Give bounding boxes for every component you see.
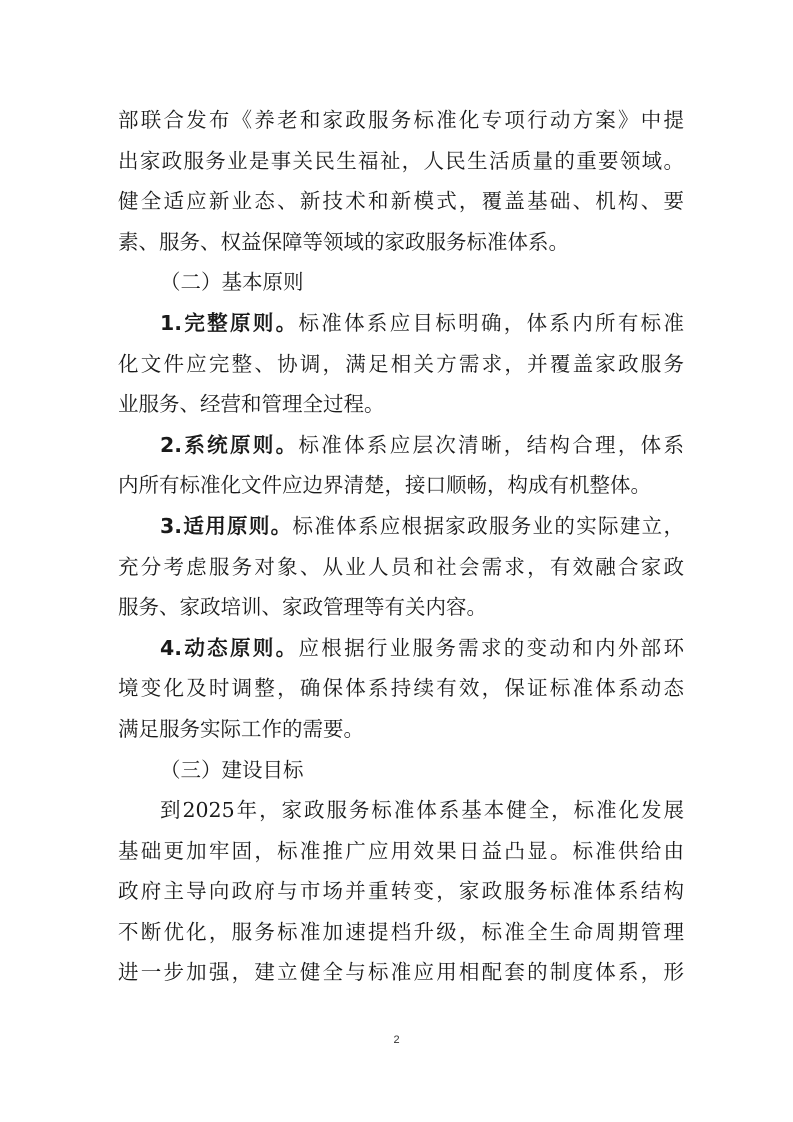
text-line bbox=[118, 141, 684, 182]
principle-title: 4.动态原则。 bbox=[160, 635, 299, 660]
line-text: 素、服务、权益保障等领域的家政服务标准体系。 bbox=[118, 229, 569, 254]
line-text: 充分考虑服务对象、从业人员和社会需求，有效融合家政 bbox=[118, 554, 684, 579]
section-heading-text: （三）建设目标 bbox=[160, 757, 304, 782]
text-line bbox=[118, 547, 684, 588]
line-text: 境变化及时调整，确保体系持续有效，保证标准体系动态 bbox=[118, 676, 684, 701]
text-line bbox=[118, 952, 684, 993]
text-line bbox=[118, 709, 684, 750]
line-text: 不断优化，服务标准加速提档升级，标准全生命周期管理 bbox=[118, 919, 684, 944]
line-text: 化文件应完整、协调，满足相关方需求，并覆盖家政服务 bbox=[118, 351, 684, 376]
text-line bbox=[118, 506, 684, 547]
text-line bbox=[118, 628, 684, 669]
section-heading bbox=[118, 262, 684, 303]
line-text: 基础更加牢固，标准推广应用效果日益凸显。标准供给由 bbox=[118, 838, 684, 863]
line-text: 满足服务实际工作的需要。 bbox=[118, 716, 364, 741]
text-line bbox=[118, 912, 684, 953]
line-text: 内所有标准化文件应边界清楚，接口顺畅，构成有机整体。 bbox=[118, 473, 651, 498]
line-text: 部联合发布《养老和家政服务标准化专项行动方案》中提 bbox=[118, 108, 684, 132]
line-text: 到2025年，家政服务标准体系基本健全，标准化发展 bbox=[160, 798, 684, 823]
text-line bbox=[118, 790, 684, 831]
text-line bbox=[118, 668, 684, 709]
text-line bbox=[118, 100, 684, 141]
line-text: 标准体系应根据家政服务业的实际建立， bbox=[292, 513, 684, 538]
principle-title: 1.完整原则。 bbox=[160, 310, 299, 335]
principle-title: 3.适用原则。 bbox=[160, 513, 293, 538]
page-number: 2 bbox=[393, 1034, 400, 1046]
line-text: 出家政服务业是事关民生福祉，人民生活质量的重要领域。 bbox=[118, 148, 684, 173]
section-heading bbox=[118, 750, 684, 791]
text-line bbox=[118, 222, 684, 263]
text-line bbox=[118, 181, 684, 222]
line-text: 健全适应新业态、新技术和新模式，覆盖基础、机构、要 bbox=[118, 189, 684, 214]
text-line bbox=[118, 465, 684, 506]
text-line bbox=[118, 831, 684, 872]
text-line bbox=[118, 384, 684, 425]
line-text: 标准体系应层次清晰，结构合理，体系 bbox=[298, 432, 684, 457]
text-line bbox=[118, 425, 684, 466]
line-text: 进一步加强，建立健全与标准应用相配套的制度体系，形 bbox=[118, 960, 684, 985]
section-heading-text: （二）基本原则 bbox=[160, 270, 304, 295]
text-line bbox=[118, 303, 684, 344]
text-line bbox=[118, 871, 684, 912]
line-text: 政府主导向政府与市场并重转变，家政服务标准体系结构 bbox=[118, 879, 684, 904]
line-text: 应根据行业服务需求的变动和内外部环 bbox=[298, 635, 684, 660]
line-text: 标准体系应目标明确，体系内所有标准 bbox=[298, 310, 684, 335]
document-body bbox=[118, 100, 684, 993]
text-line bbox=[118, 587, 684, 628]
principle-title: 2.系统原则。 bbox=[160, 432, 299, 457]
line-text: 业服务、经营和管理全过程。 bbox=[118, 392, 385, 417]
text-line bbox=[118, 344, 684, 385]
line-text: 服务、家政培训、家政管理等有关内容。 bbox=[118, 595, 487, 620]
